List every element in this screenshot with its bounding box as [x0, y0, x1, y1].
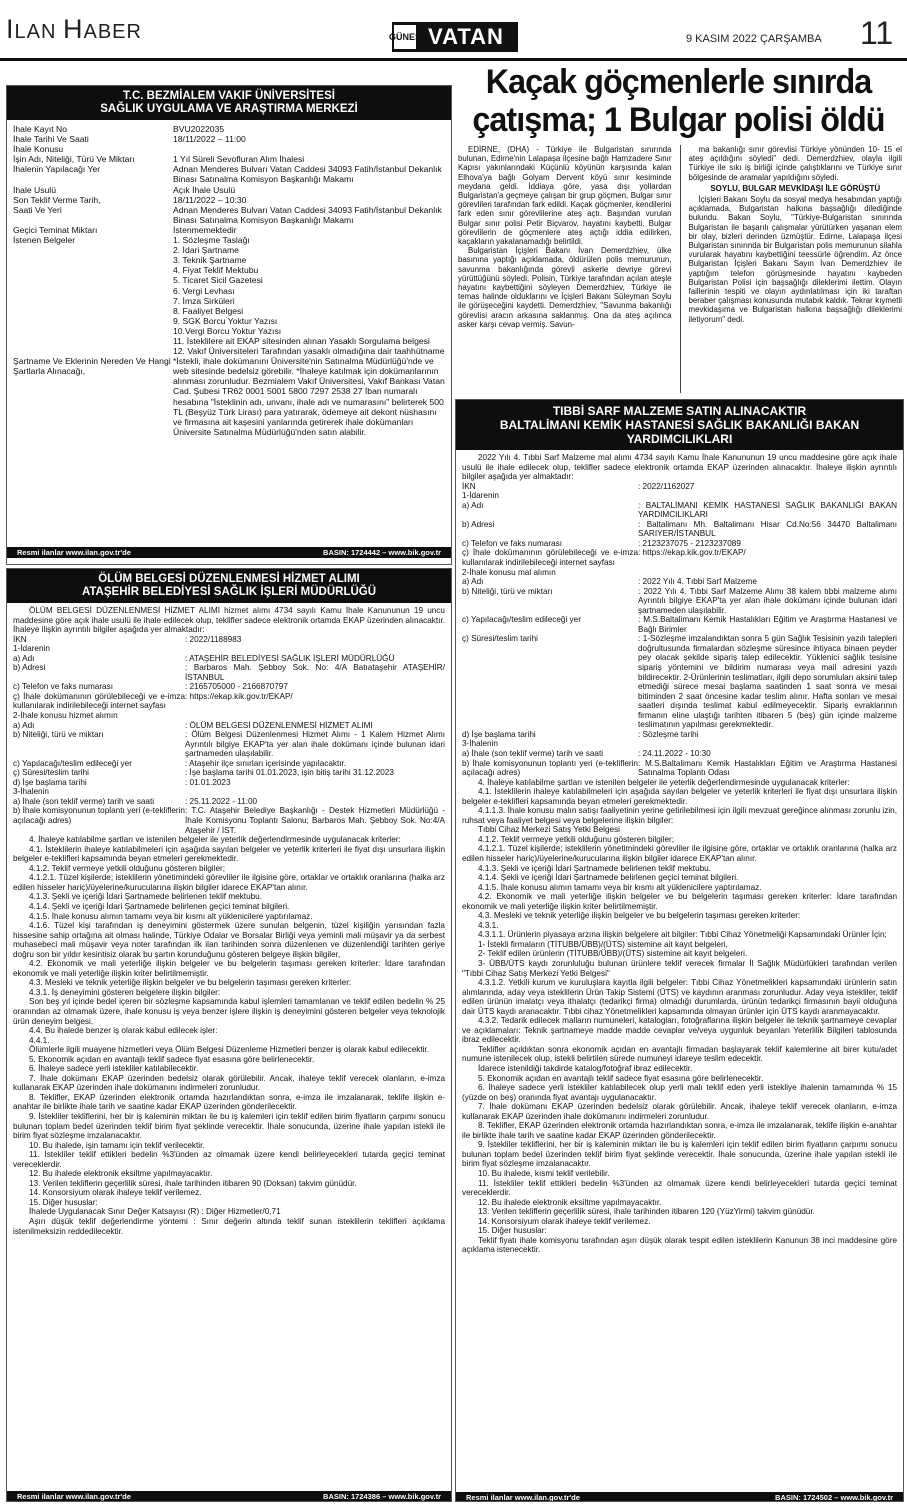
field-row: [13, 711, 445, 721]
field-row: [462, 739, 897, 749]
paragraph: Tıbbi Cihaz Merkezi Satış Yetki Belgesi: [478, 825, 620, 835]
field-label: a) Adı: [13, 653, 35, 663]
row-value: 3. Teknik Şartname: [173, 255, 247, 266]
field-value: [638, 568, 897, 578]
field-row: [462, 491, 897, 501]
field-row: [13, 768, 445, 778]
field-label: ç) İhale dokümanının görülebileceği ve e-imza kullanılarak indirilebileceği internet sayfası: [13, 691, 185, 711]
table-row: [13, 316, 445, 326]
row-value: 11. İsteklilere ait EKAP sitesinden alınan Yasaklı Sorgulama belgesi: [173, 335, 430, 346]
row-label: İhalenin Yapılacağı Yer: [13, 164, 101, 175]
field-row: [13, 778, 445, 788]
paragraph: 4.1. İsteklilerin ihaleye katılabilmeleri için aşağıda sayılan belgeler ve yeterlik kriterleri ile fiyat dışı unsurlara ilişkin belgeler e-teklifleri kapsamında beyan etmeleri gerekmektedir.: [13, 844, 445, 864]
ad-tibbi-sarf-title: TIBBİ SARF MALZEME SATIN ALINACAKTIR BALTALİMANI KEMİK HASTANESİ SAĞLIK BAKANLIĞI BAKAN YARDIMCILIKLARI: [456, 400, 903, 450]
field-value: : 2022 Yılı 4. Tıbbi Sarf Malzeme Alımı 38 kalem tıbbi malzeme alımı Ayrıntılı bilgiye EKAP'ta yer alan ihale dokümanı içinde bulunan idari şartnameden ulaşılabilir.: [638, 586, 897, 615]
field-row: [13, 682, 445, 692]
row-value: 8. Faaliyet Belgesi: [173, 305, 244, 316]
field-value: : 2022 Yılı 4. Tıbbi Sarf Malzeme: [638, 577, 757, 587]
field-row: [13, 759, 445, 769]
field-label: c) Yapılacağı/teslim edileceği yer: [13, 758, 132, 768]
ad-tibbi-sarf-paras: [456, 778, 903, 1255]
row-label: İşin Adı, Niteliği, Türü Ve Miktarı: [13, 154, 135, 165]
paragraph: 12. Bu ihalede elektronik eksiltme yapılmayacaktır.: [478, 1197, 662, 1207]
paragraph: 7. İhale dokümanı EKAP üzerinden bedelsiz olarak görülebilir. Ancak, ihaleye teklif verecek olanların, e-imza kullanarak EKAP üzerinden ihale dokümanını indirmeleri zorunludur.: [462, 1102, 897, 1121]
paragraph: 4.2. Ekonomik ve mali yeterliğe ilişkin belgeler ve bu belgelerin taşıması gereken kriterler: İdare tarafından ekonomik ve mali yeterliğe ilişkin kriter belirtilmemiştir.: [13, 959, 445, 978]
header-rule: [0, 58, 907, 61]
row-label: [13, 296, 173, 306]
field-value: [185, 711, 445, 721]
field-value: [185, 787, 445, 797]
row-value: 1. Sözleşme Taslağı: [173, 235, 250, 246]
row-value: Adnan Menderes Bulvarı Vatan Caddesi 34093 Fatih/İstanbul Dekanlık Binası Satınalma Komisyon Başkanlığı Makamı: [173, 164, 442, 185]
field-value: : Baltalimanı Mh. Baltalimanı Hisar Cd.No:56 34470 Baltalimanı SARIYER/İSTANBUL: [638, 519, 897, 539]
paragraph: 4.4. Bu ihalede benzer iş olarak kabul edilecek işler:: [29, 1026, 218, 1036]
paragraph: 8. Teklifler, EKAP üzerinden elektronik ortamda hazırlandıktan sonra, e-imza ile imzalanarak, teklife ilişkin e-anahtar ile birlikte ihale tarih ve saatine kadar EKAP üzerinden gönderilecektir.: [13, 1092, 445, 1112]
field-value: : Barbaros Mah. Şebboy Sok. No: 4/A Batıataşehir ATAŞEHİR/İSTANBUL: [185, 663, 445, 682]
table-row: [13, 326, 445, 336]
paragraph: 5. Ekonomik açıdan en avantajlı teklif sadece fiyat esasına göre belirlenecektir.: [478, 1073, 764, 1083]
paragraph: EDİRNE, (DHA) - Türkiye ile Bulgaristan sınırında bulunan, Edirne'nin Lalapaşa ilçesine bağlı Hamzadere Sınır Kapısı yakınlarındaki Küçünlü köyünün karşısında kalan Elhova'ya bağlı Golyam Dervent köyü sınır kesiminde meydana geldi. İddiaya göre, yasa dışı yollardan Bulgaristan'a geçmeye çalışan bir grup göçmen, Bulgar sınır görevlileri tarafından fark edildi. Kaçak göçmenler, kendilerini fark eden sınır görevlilerine ateş açtı. Başından vurulan Bulgar sınır polisi Petir Biçvarov, hayatını kaybetti. Bulgar görevlilerin de göçmenlere ateş açtığı iddia edilirken, kaçakların yakalanamadığı belirtildi.: [458, 145, 672, 247]
field-value: : 01.01.2023: [185, 777, 231, 787]
paragraph: 4.3.1.: [478, 920, 499, 930]
row-label: [13, 326, 173, 336]
paragraph: 10. Bu ihalede, kısmi teklif verilebilir.: [478, 1169, 610, 1179]
field-label: 1-İdarenin: [462, 491, 499, 501]
paragraph: Son beş yıl içinde bedel içeren bir sözleşme kapsamında kabul işlemleri tamamlanan ve teklif edilen bedelin % 25 oranından az olmamak üzere, ihale konusu iş veya benzer işlere ilişkin iş deneyimini gösteren belgeler veya teknolojik ürün deneyim belgesi.: [13, 997, 445, 1026]
field-value: : 2022/1188983: [185, 634, 242, 644]
field-label: ç) Süresi/teslim tarihi: [462, 634, 538, 644]
row-value: 1 Yıl Süreli Sevofluran Alım İhalesi: [173, 154, 305, 165]
ad-tibbi-sarf: [455, 399, 904, 1502]
field-value: : Sözleşme tarihi: [638, 729, 699, 739]
paragraph: 6. İhaleye sadece yerli istekliler katılabilecektir.: [29, 1064, 199, 1074]
row-value: 2. İdari Şartname: [173, 245, 239, 256]
row-value: İstenmemektedir: [173, 224, 237, 235]
field-label: a) Adı: [462, 577, 484, 587]
field-row: [13, 635, 445, 645]
field-value: : ATAŞEHİR BELEDİYESİ SAĞLIK İŞLERİ MÜDÜRLÜĞÜ: [185, 653, 395, 663]
row-value: 6. Vergi Levhası: [173, 285, 235, 296]
field-label: a) İhale (son teklif verme) tarih ve saati: [462, 748, 604, 758]
field-label: c) Telefon ve faks numarası: [13, 682, 113, 692]
paragraph: 6. İhaleye sadece yerli istekliler katılabilecek olup yerli malı teklif eden yerli istekliye ihalenin tamamında % 15 (yüzde on beş) oranında fiyat avantajı uygulanacaktır.: [462, 1083, 897, 1102]
logo-flag-icon: GÜNEŞ: [394, 25, 416, 49]
table-row: [13, 205, 445, 225]
row-label: [13, 346, 173, 356]
paragraph: 15. Diğer hususlar:: [29, 1197, 98, 1207]
row-value: Açık İhale Usulü: [173, 184, 236, 195]
table-row: [13, 356, 445, 437]
ad-tibbi-sarf-fields: [456, 482, 903, 778]
field-value: : https://ekap.kik.gov.tr/EKAP/: [185, 691, 293, 701]
page-number: 11: [860, 15, 894, 51]
ad-olum-belgesi-fields: [7, 635, 451, 835]
field-label: c) Yapılacağı/teslim edileceği yer: [462, 615, 581, 625]
field-value: : Ölüm Belgesi Düzenlenmesi Hizmet Alımı - 1 Kalem Hizmet Alımı Ayrıntılı bilgiye EKAP'ta yer alan ihale dokümanı içinde bulunan idari şartnameden ulaşılabilir.: [185, 730, 445, 759]
field-value: : 2123237075 - 2123237089: [638, 538, 741, 548]
field-row: [462, 568, 897, 578]
paragraph: Teklif fiyatı ihale komisyonu tarafından aşırı düşük olarak tespit edilen isteklilerin Kanunun 38 inci maddesine göre açıklama istenecektir.: [462, 1235, 897, 1255]
field-row: [13, 644, 445, 654]
row-label: Geçici Teminat Miktarı: [13, 224, 98, 235]
field-row: [13, 663, 445, 682]
section-name: ILAN HABER: [6, 14, 142, 44]
ad-bezmialem: [6, 85, 452, 565]
field-row: [462, 587, 897, 616]
news-article: [458, 145, 902, 393]
field-row: [462, 482, 897, 492]
row-value: Adnan Menderes Bulvarı Vatan Caddesi 34093 Fatih/İstanbul Dekanlık Binası Satınalma Komisyon Başkanlığı Makamı: [173, 204, 442, 225]
row-label: [13, 336, 173, 346]
field-value: : 2165705000 - 2166870797: [185, 682, 288, 692]
paragraph: 4.1.1.3. İhale konusu malın satışı faaliyetinin yerine getirilebilmesi için ilgili mevzuat gereğince alınması zorunlu izin, ruhsat veya faaliyet belgesi veya belgelerine ilişkin bilgiler:: [462, 806, 897, 825]
field-row: [13, 806, 445, 835]
issue-date: 9 KASIM 2022 ÇARŞAMBA: [686, 33, 822, 45]
paragraph: 4.1.4. Şekli ve içeriği İdari Şartnamede belirlenen geçici teminat bilgileri.: [29, 901, 290, 911]
row-label: [13, 255, 173, 265]
field-row: [462, 634, 897, 729]
field-value: [185, 644, 445, 654]
field-label: a) Adı: [13, 720, 35, 730]
row-value: 5. Ticaret Sicil Gazetesi: [173, 275, 263, 286]
table-row: [13, 195, 445, 205]
paragraph: ma bakanlığı sınır görevlisi Türkiye yönünden 10- 15 el ateş açıldığını söyledi" dedi. Demerdzhiev, olayla ilgili Türkiye ile sıkı iş birliği içinde çalıştıklarını ve Türkiye sınır bölgesinde de aramalar yapıldığını söyledi.: [688, 145, 902, 182]
paragraph: 4.1.6. Tüzel kişi tarafından iş deneyimini göstermek üzere sunulan belgenin, tüzel kişiliğin yarısından fazla hissesine sahip ortağına ait olması halinde, Türkiye Odalar ve Borsalar Birliği veya yeminli mali müşavir ya da serbest muhasebeci mali müşavir veya noter tarafından ilk ilan tarihinden sonra düzenlenen ve düzenlendiği tarihten geriye doğru son bir yıldır kesintisiz olarak bu şartın korunduğunu gösteren belgeye ilişkin bilgiler,: [13, 921, 445, 959]
field-label: b) Adresi: [13, 663, 46, 673]
paragraph: 9. İstekliler tekliflerini, her bir iş kaleminin miktarı ile bu iş kalemleri için teklif edilen birim fiyatların çarpımı sonucu bulunan toplam bedel üzerinden teklif birim fiyat şeklinde verecektir. İhale sonucunda, üzerine ihale yapılan istekli ile birim fiyat sözleşme imzalanacaktır.: [462, 1140, 897, 1169]
field-label: b) Niteliği, türü ve miktarı: [462, 586, 553, 596]
row-label: İstenen Belgeler: [13, 235, 76, 246]
row-label: Saati Ve Yeri: [13, 204, 62, 215]
paragraph: 13. Verilen tekliflerin geçerlilik süresi, ihale tarihinden itibaren 120 (YüzYirmi) takvim günüdür.: [478, 1207, 815, 1217]
field-label: a) Adı: [462, 500, 484, 510]
paragraph: 11. İstekliler teklif ettikleri bedelin %3'ünden az olmamak üzere kendi belirleyecekleri tutarda geçici teminat vereceklerdir.: [462, 1178, 897, 1198]
field-label: ç) İhale dokümanının görülebileceği ve e-imza kullanılarak indirilebileceği internet sayfası: [462, 548, 638, 568]
field-label: İKN: [13, 634, 27, 644]
field-value: : İşe başlama tarihi 01.01.2023, işin bitiş tarihi 31.12.2023: [185, 768, 394, 778]
table-row: [13, 245, 445, 255]
paragraph: 4.4.1.: [29, 1035, 50, 1045]
field-value: [638, 739, 897, 749]
field-row: [462, 520, 897, 539]
row-label: İhale Tarihi Ve Saati: [13, 134, 89, 145]
ad-olum-belgesi: [6, 568, 452, 1502]
row-value: 18/11/2022 – 10:30: [173, 194, 247, 205]
paragraph: 1- İstekli firmaların (TİTUBB/ÜBB)/(ÜTS) sistemine ait kayıt belgeleri,: [478, 939, 728, 949]
paragraph: 4.1.3. Şekli ve içeriği İdari Şartnamede belirlenen teklif mektubu.: [478, 863, 712, 873]
field-row: [462, 749, 897, 759]
field-row: [13, 787, 445, 797]
table-row: [13, 134, 445, 144]
field-row: [462, 730, 897, 740]
field-value: : M.S.Baltalimanı Kemik Hastalıkları Eğitim ve Araştırma Hastanesi ve Bağlı Birimler: [638, 615, 897, 634]
column-divider: [680, 145, 681, 393]
table-row: [13, 255, 445, 265]
table-row: [13, 225, 445, 235]
field-value: : https://ekap.kik.gov.tr/EKAP/: [638, 548, 746, 558]
paragraph: 2- Teklif edilen ürünlerin (TİTUBB/ÜBB)/(ÜTS) sistemine ait kayıt belgeleri.: [478, 949, 748, 959]
field-value: : BALTALİMANI KEMİK HASTANESİ SAĞLIK BAKANLIĞI BAKAN YARDIMCILIKLARI: [638, 500, 897, 520]
row-label: İhale Kayıt No: [13, 124, 67, 134]
paragraph: 4.1.3. Şekli ve içeriği İdari Şartnamede belirlenen teklif mektubu.: [29, 892, 263, 902]
table-row: [13, 164, 445, 184]
field-label: 3-İhalenin: [13, 787, 49, 797]
field-label: a) İhale (son teklif verme) tarih ve saati: [13, 796, 155, 806]
field-label: ç) Süresi/teslim tarihi: [13, 768, 89, 778]
field-row: [462, 501, 897, 520]
table-row: [13, 235, 445, 245]
table-row: [13, 124, 445, 134]
field-value: : 2022/1162027: [638, 481, 695, 491]
paragraph: 7. İhale dokümanı EKAP üzerinden bedelsiz olarak görülebilir. Ancak, ihaleye teklif verecek olanların, e-imza kullanarak EKAP üzerinden ihale dokümanını indirmeleri zorunludur.: [13, 1073, 445, 1093]
row-label: [13, 245, 173, 255]
ad-bezmialem-table: [7, 120, 451, 547]
row-label: [13, 306, 173, 316]
field-row: [462, 577, 897, 587]
paragraph: 10. Bu ihalede, işin tamamı için teklif verilecektir.: [29, 1140, 205, 1150]
row-value: 9. SGK Borcu Yoktur Yazısı: [173, 315, 278, 326]
field-label: d) İşe başlama tarihi: [462, 729, 536, 739]
paragraph: 4.1.5. İhale konusu alımın tamamı veya bir kısmı alt yüklenicilere yaptırılamaz.: [29, 911, 313, 921]
field-row: [462, 759, 897, 778]
paragraph: 12. Bu ihalede elektronik eksiltme yapılmayacaktır.: [29, 1169, 213, 1179]
paragraph: 4.3.1.2. Yetkili kurum ve kuruluşlara kayıtla ilgili belgeler: Tıbbi Cihaz Yönetmelikleri kapsamındaki ürünlerin satın alımlarında, aday veya isteklilerin Ürün Takip Sistemi (ÜTS) ve kaydının aranması zorunludur. Aday veya istekliler, teklif edilen ürünün imalatçı veya ithalatçı (tedarikçi firma) olmadığı durumlarda, ürünün tedarikçi firmasının bayii olduğuna dair ÜTS kaydı aranacaktır. Tıbbi cihaz Yönetmelikleri kapsamında olmayan ürünler için ÜTS kaydı aranmayacaktır.: [462, 978, 897, 1016]
ad-olum-belgesi-intro: ÖLÜM BELGESİ DÜZENLENMESİ HİZMET ALIMI hizmet alımı 4734 sayılı Kamu İhale Kanununun 19 uncu maddesine göre açık ihale usulü ile ihale edilecek olup, teklifler sadece elektronik ortamda EKAP üzerinden alınacaktır. İhaleye ilişkin ayrıntılı bilgiler aşağıda yer almaktadır:: [13, 606, 445, 635]
table-row: [13, 265, 445, 275]
field-label: 2-İhale konusu mal alımın: [462, 567, 556, 577]
row-value: 12. Vakıf Üniversiteleri Tarafından yasaklı olmadığına dair taahhütname: [173, 346, 445, 357]
field-label: d) İşe başlama tarihi: [13, 777, 87, 787]
field-row: [462, 615, 897, 634]
paragraph: 4.3.1. İş deneyimini gösteren belgelere ilişkin bilgiler:: [29, 987, 221, 997]
field-label: c) Telefon ve faks numarası: [462, 538, 562, 548]
paragraph: 4.1.2. Teklif vermeye yetkili olduğunu gösteren bilgiler;: [478, 834, 674, 844]
news-headline: Kaçak göçmenlerle sınırda çatışma; 1 Bulgar polisi öldü: [472, 63, 885, 139]
ad-tibbi-sarf-body: [456, 450, 903, 1492]
row-value: 7. İmza Sirküleri: [173, 295, 235, 306]
paragraph: İçişleri Bakanı Soylu da sosyal medya hesabından yaptığı açıklamada, Bulgaristan halkına başsağlığı dilediğinde bulundu. Bakan Soylu, "Türkiye-Bulgaristan sınırında Bulgaristan ile başarılı çalışmalar yürütürken yaşanan elem bir olay, bizleri derinden üzmüştür. Edirne, Lalapaşa ilçesi Bulgaristan sınırında bir Bulgaristan polis memurunun silahla vurularak hayatını kaybettiğini teessürle öğrendim. Az önce Bulgaristan İçişleri Bakanı Sayın İvan Demerdzhiev ile yaptığım telefon görüşmesinde hayatını kaybeden Bulgaristan Polisi için başsağlığı dileklerimi ilettim. Olayın faillerinin tespiti ve olayın aydınlatılması için iki taraftan beraber çalışması konusunda mutabık kaldık. Tekrar kıymetli mevkidaşıma ve Bulgaristan halkına başsağlığı dileklerimi iletiyorum" dedi.: [688, 195, 902, 324]
row-value: 10.Vergi Borcu Yoktur Yazısı: [173, 325, 282, 336]
row-value: 18/11/2022 – 11:00: [173, 134, 246, 145]
field-value: : 1-Sözleşme imzalandıktan sonra 5 gün Sağlık Tesisinin yazılı talepleri doğrultusunda firmalardan sözleşme süresince ihtiyaca binaen peyder pey olacak şekilde sipariş talep edilecektir. Yüklenici sağlık tesisine sipariş yöntemini ve bildirim numarası veya mail adresini yazılı bildirecektir. 2-Ürünlerinin teslimatları, ilgili depo sorumluları aksini talep etmediği sürece mesai başlama saatinden 1 saat sonra ve mesai bitiminden 2 saat öncesine kadar teslim alınır. Hafta sonları ve mesai saatleri dışında teslimat kabul edilmeyecektir. Sipariş evraklarının firmanın eline ulaştığı tarihten itibaren 5 (beş) gün içinde malzeme teslimatının yapılması gerekmektedir.: [638, 634, 897, 730]
row-label: Son Teklif Verme Tarih,: [13, 194, 101, 205]
field-label: 2-İhale konusu hizmet alımın: [13, 711, 118, 721]
field-row: [13, 730, 445, 759]
paragraph: 4.1. İsteklilerin ihaleye katılabilmeleri için aşağıda sayılan belgeler ve yeterlik kriterleri ile fiyat dışı unsurlara ilişkin belgeler e-teklifleri kapsamında beyan etmeleri gerekmektedir.: [462, 787, 897, 806]
field-value: : 25.11.2022 - 11:00: [185, 796, 258, 806]
paragraph: 13. Verilen tekliflerin geçerlilik süresi, ihale tarihinden itibaren 90 (Doksan) takvim günüdür.: [29, 1178, 357, 1188]
field-value: : T.C. Ataşehir Belediye Başkanlığı - Destek Hizmetleri Müdürlüğü - İhale Komisyonu Toplantı Salonu; Barbaros Mah. Şebboy Sok. No:4/A Ataşehir / İST.: [185, 806, 445, 835]
row-label: [13, 286, 173, 296]
table-row: [13, 144, 445, 154]
paragraph: 4. İhaleye katılabilme şartları ve istenilen belgeler ile yeterlik değerlendirmesinde uygulanacak kriterler:: [478, 777, 850, 787]
field-row: [462, 548, 897, 567]
ad-olum-belgesi-footer: Resmi ilanlar www.ilan.gov.tr'de BASIN: 1724386 – www.bik.gov.tr: [7, 1491, 451, 1502]
paragraph: 11. İstekliler teklif ettikleri bedelin %3'ünden az olmamak üzere kendi belirleyecekleri tutarda geçici teminat vereceklerdir.: [13, 1150, 445, 1169]
field-row: [13, 721, 445, 731]
paragraph: 14. Konsorsiyum olarak ihaleye teklif verilemez.: [478, 1216, 651, 1226]
ad-olum-belgesi-title: ÖLÜM BELGESİ DÜZENLENMESİ HİZMET ALIMI ATAŞEHİR BELEDİYESİ SAĞLIK İŞLERİ MÜDÜRLÜĞÜ: [7, 569, 451, 603]
paragraph: 9. İstekliler tekliflerini, her bir iş kaleminin miktarı ile bu iş kalemleri için teklif edilen birim fiyatların çarpımı sonucu bulunan toplam bedel üzerinden teklif birim fiyat şeklinde verecektir. İhale sonucunda, üzerine ihale yapılan istekli ile birim fiyat sözleşme imzalanacaktır.: [13, 1111, 445, 1141]
row-label: İhale Usulü: [13, 184, 56, 195]
field-row: [13, 654, 445, 664]
row-value: *İstekli, ihale dokümanını Üniversite'nin Satınalma Müdürlüğü'nde ve web sitesinde bedelsiz görebilir. *İhaleye katılmak için dokümanlarının alınması zorunludur. Bezmialem Vakıf Üniversitesi, Vakıf Bankası Vatan Cad. Şubesi TR62 0001 5001 5800 7297 2538 27 İban numaralı hesabına "İsteklinin adı, unvanı, ihale adı ve numarasını" belirterek 500 TL (Beşyüz Türk Lirası) para yatırarak, ödemeye ait dekont nüshasını ve firmasına ait kaşesini yanlarında getirerek ihale dokümanları Üniversite Satınalma Müdürlüğü'nden satın alabilir.: [173, 356, 445, 437]
paragraph: 14. Konsorsiyum olarak ihaleye teklif verilemez.: [29, 1188, 202, 1198]
paragraph: Ölümlerle ilgili muayene hizmetleri veya Ölüm Belgesi Düzenleme Hizmetleri benzer iş olarak kabul edilecektir.: [29, 1045, 429, 1055]
paragraph: 4.3.2. Tedarik edilecek malların numuneleri, katalogları, fotoğraflarına ilişkin belgeler ile teknik şartnameye cevaplar ve açıklamaları: Teknik şartnameye madde madde cevaplar ve/veya uygunluk beyanları Yeterlilik Bilgileri tablosunda ibraz edilecektir.: [462, 1016, 897, 1045]
table-row: [13, 296, 445, 306]
paragraph: 5. Ekonomik açıdan en avantajlı teklif sadece fiyat esasına göre belirlenecektir.: [29, 1054, 315, 1064]
paragraph: İhalede Uygulanacak Sınır Değer Katsayısı (R) : Diğer Hizmetler/0,71: [29, 1207, 281, 1217]
row-label: [13, 265, 173, 275]
field-label: b) İhale komisyonunun toplantı yeri (e-tekliflerin açılacağı adres): [13, 806, 185, 826]
field-value: [638, 491, 897, 501]
field-value: : ÖLÜM BELGESİ DÜZENLENMESİ HİZMET ALIMI: [185, 720, 373, 730]
paragraph: 4.1.2. Teklif vermeye yetkili olduğunu gösteren bilgiler;: [29, 863, 225, 873]
field-label: b) Niteliği, türü ve miktarı: [13, 730, 104, 740]
paragraph: 4.1.4. Şekli ve içeriği İdari Şartnamede belirlenen geçici teminat bilgileri.: [478, 873, 739, 883]
ad-bezmialem-title: T.C. BEZMİALEM VAKIF ÜNİVERSİTESİ SAĞLIK UYGULAMA VE ARAŞTIRMA MERKEZİ: [7, 86, 451, 120]
row-value: BVU2022035: [173, 124, 225, 134]
news-column-2: [689, 145, 903, 393]
field-label: b) Adresi: [462, 519, 495, 529]
table-row: [13, 306, 445, 316]
table-row: [13, 286, 445, 296]
paragraph: 4.1.2.1. Tüzel kişilerde; isteklilerin yönetimindeki görevliler ile ilgisine göre, ortaklar ve ortaklık oranlarına (halka arz edilen hisseler hariç)/üyelerine/kurucularına ilişkin bilgiler idarece EKAP'tan alınır.: [462, 844, 897, 863]
table-row: [13, 154, 445, 164]
row-label: Şartname Ve Eklerinin Nereden Ve Hangi Şartlarla Alınacağı,: [13, 356, 171, 377]
paragraph: 4. İhaleye katılabilme şartları ve istenilen belgeler ile yeterlik değerlendirmesinde uygulanacak kriterler:: [29, 835, 401, 845]
paragraph: 4.1.2.1. Tüzel kişilerde; isteklilerin yönetimindeki görevliler ile ilgisine göre, ortaklar ve ortaklık oranlarına (halka arz edilen hisseler hariç)/üyelerine/kurucularına ilişkin bilgiler idarece EKAP'tan alınır.: [13, 873, 445, 892]
table-row: [13, 275, 445, 285]
paragraph: 4.3. Mesleki ve teknik yeterliğe ilişkin belgeler ve bu belgelerin taşıması gereken kriterler:: [478, 911, 801, 921]
table-row: [13, 346, 445, 356]
vatan-logo: [389, 22, 518, 52]
paragraph: 3- ÜBB/ÜTS kaydı zorunluluğu bulunan ürünlere teklif verecek firmalar İl Sağlık Müdürlükleri tarafından verilen "Tıbbi Cihaz Satış Merkezi Yetki Belgesi": [462, 958, 897, 978]
paragraph: 15. Diğer hususlar:: [478, 1226, 547, 1236]
field-value: : M.S.Baltalimanı Kemik Hastalıkları Eğitim ve Araştırma Hastanesi Satınalma Toplantı Odası: [638, 758, 897, 778]
row-value: 4. Fiyat Teklif Mektubu: [173, 265, 259, 276]
field-row: [13, 692, 445, 711]
logo-text: VATAN: [428, 24, 504, 49]
field-label: 1-İdarenin: [13, 644, 50, 654]
paragraph: Bulgaristan İçişleri Bakanı İvan Demerdzhiev, ülke basınına yaptığı açıklamada, öldürülen polis memurunun, savunma bakanlığında görevli askerle devriye görevi yürüttüğünü söyledi. Polisin, Türkiye tarafından açılan ateşle hayatını kaybettiğini söyleyen Demerdzhiev, Türkiye ile temas halinde olduklarını ve İçişleri Bakanı Süleyman Soylu ile görüşeceğini kaydetti. Demerdzhiev, "Savunma bakanlığı görevlisi aracın arkasına saklanmış. Ona da ateş açılınca asker karşı cevap vermiş. Savun-: [458, 246, 672, 329]
ad-olum-belgesi-body: [7, 603, 451, 1491]
ad-tibbi-sarf-intro: 2022 Yılı 4. Tıbbi Sarf Malzeme mal alımı 4734 sayılı Kamu İhale Kanununun 19 uncu maddesine göre açık ihale usulü ile ihale edilecek olup, teklifler sadece elektronik ortamda EKAP üzerinden alınacaktır. İhaleye ilişkin ayrıntılı bilgiler aşağıda yer almaktadır:: [462, 453, 897, 482]
paragraph: Teklifler açıldıktan sonra ekonomik açıdan en avantajlı firmadan başlayarak teklif kalemlerine ait birer kutu/adet numune istenilecek olup, istekli belirtilen sürede numuneyi idareye teslim edecektir.: [462, 1044, 897, 1064]
row-label: [13, 316, 173, 326]
table-row: [13, 185, 445, 195]
field-value: : Ataşehir ilçe sınırları içerisinde yapılacaktır.: [185, 758, 347, 768]
field-label: İKN: [462, 481, 476, 491]
paragraph: 4.3.1.1. Ürünlerin piyasaya arzına ilişkin belgelere ait bilgiler: Tıbbi Cihaz Yönetmeliği Kapsamındaki Ürünler İçin;: [478, 930, 887, 940]
news-subhead: SOYLU, BULGAR MEVKİDAŞI İLE GÖRÜŞTÜ: [710, 183, 881, 193]
paragraph: 4.2. Ekonomik ve mali yeterliğe ilişkin belgeler ve bu belgelerin taşıması gereken kriterler: İdare tarafından ekonomik ve mali yeterliğe ilişkin kriter belirtilmemiştir.: [462, 892, 897, 911]
field-label: b) İhale komisyonunun toplantı yeri (e-tekliflerin açılacağı adres): [462, 758, 638, 778]
row-label: İhale Konusu: [13, 144, 64, 155]
row-value: [173, 144, 445, 154]
news-column-1: [458, 145, 672, 393]
ad-olum-belgesi-paras: [7, 835, 451, 1236]
ad-tibbi-sarf-footer: Resmi ilanlar www.ilan.gov.tr'de BASIN: 1724502 – www.bik.gov.tr: [456, 1492, 903, 1502]
paragraph: İdarece istenildiği takdirde katalog/fotoğraf ibraz edilecektir.: [478, 1064, 693, 1073]
paragraph: 4.1.5. İhale konusu alımın tamamı veya bir kısmı alt yüklenicilere yaptırılamaz.: [478, 882, 762, 892]
row-label: [13, 275, 173, 285]
ad-bezmialem-footer: Resmi ilanlar www.ilan.gov.tr'de BASIN: 1724442 – www.bik.gov.tr: [7, 547, 451, 558]
paragraph: Aşırı düşük teklif değerlendirme yöntemi : Sınır değerin altında teklif sunan isteklilerin teklifleri açıklama istenilmeksizin reddedilecektir.: [13, 1217, 445, 1236]
field-value: : 24.11.2022 - 10:30: [638, 748, 711, 758]
field-label: 3-İhalenin: [462, 739, 498, 749]
page-header: [0, 0, 907, 62]
paragraph: 8. Teklifler, EKAP üzerinden elektronik ortamda hazırlandıktan sonra, e-imza ile imzalanarak, teklife ilişkin e-anahtar ile birlikte ihale tarih ve saatine kadar EKAP üzerinden gönderilecektir.: [462, 1121, 897, 1140]
table-row: [13, 336, 445, 346]
paragraph: 4.3. Mesleki ve teknik yeterliğe ilişkin belgeler ve bu belgelerin taşıması gereken kriterler:: [29, 978, 352, 988]
